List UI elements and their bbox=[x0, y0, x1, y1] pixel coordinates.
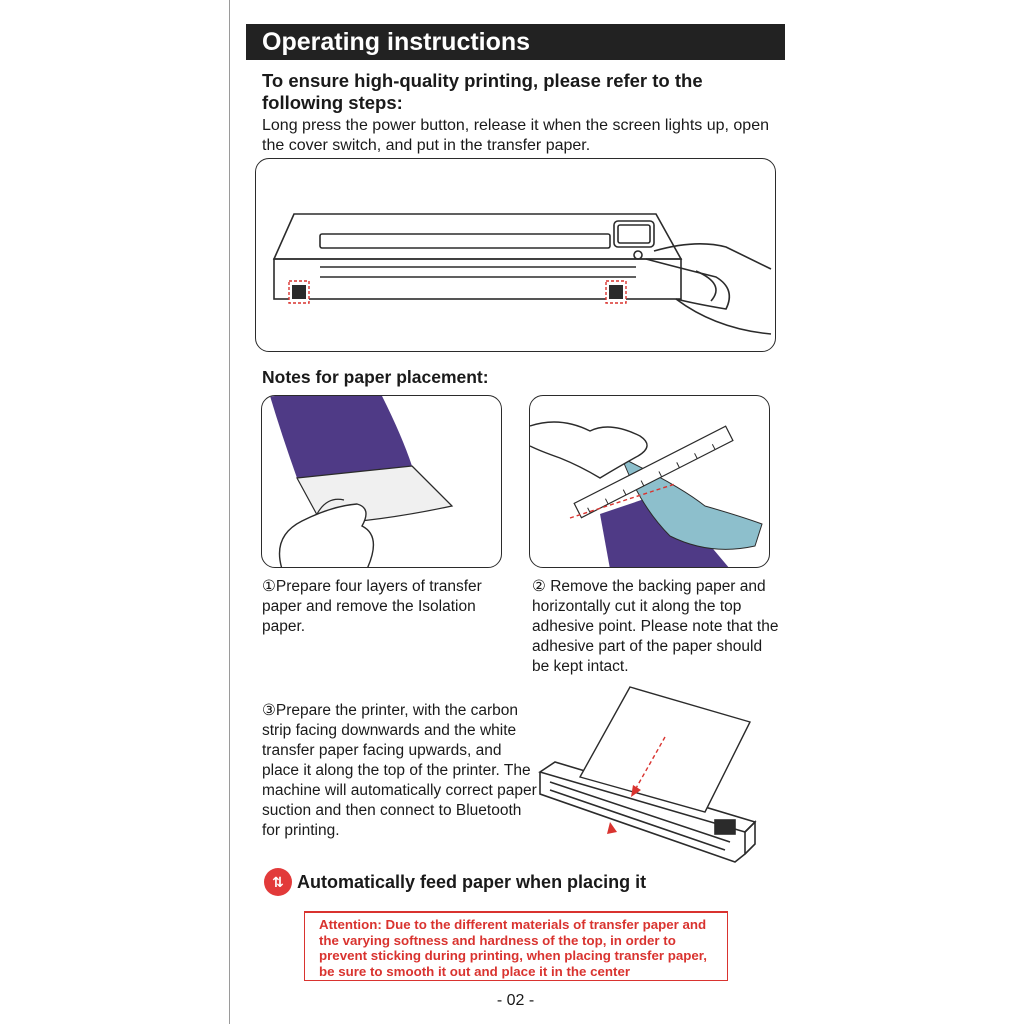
auto-feed-icon: ⇅ bbox=[264, 868, 292, 896]
step3-text: ③Prepare the printer, with the carbon strip facing downwards and the white transfer paper facing upwards, and place it along the top of the printer. The machine will automatically correct paper suction and then connect to Bluetooth for printing. bbox=[262, 702, 537, 839]
step1-text: ①Prepare four layers of transfer paper and remove the Isolation paper. bbox=[262, 578, 482, 635]
intro-text: Long press the power button, release it when the screen lights up, open the cover switch, and put in the transfer paper. bbox=[262, 117, 769, 154]
notes-heading: Notes for paper placement: bbox=[262, 367, 489, 387]
page-edge-line bbox=[229, 0, 230, 1024]
page-number: - 02 - bbox=[496, 992, 535, 1009]
auto-feed-label: Automatically feed paper when placing it bbox=[297, 871, 647, 892]
attention-text: Attention: Due to the different materials of transfer paper and the varying softness and hardness of the top, in order to prevent sticking during printing, when placing transfer paper, be sure to smooth it out and place it in the center bbox=[319, 917, 707, 979]
page-number-area bbox=[246, 0, 785, 1024]
step2-text: ② Remove the backing paper and horizontally cut it along the top adhesive point. Please note that the adhesive part of the paper should be kept intact. bbox=[532, 578, 779, 675]
intro-heading: To ensure high-quality printing, please refer to the following steps: bbox=[262, 70, 703, 113]
page-title: Operating instructions bbox=[262, 28, 531, 56]
